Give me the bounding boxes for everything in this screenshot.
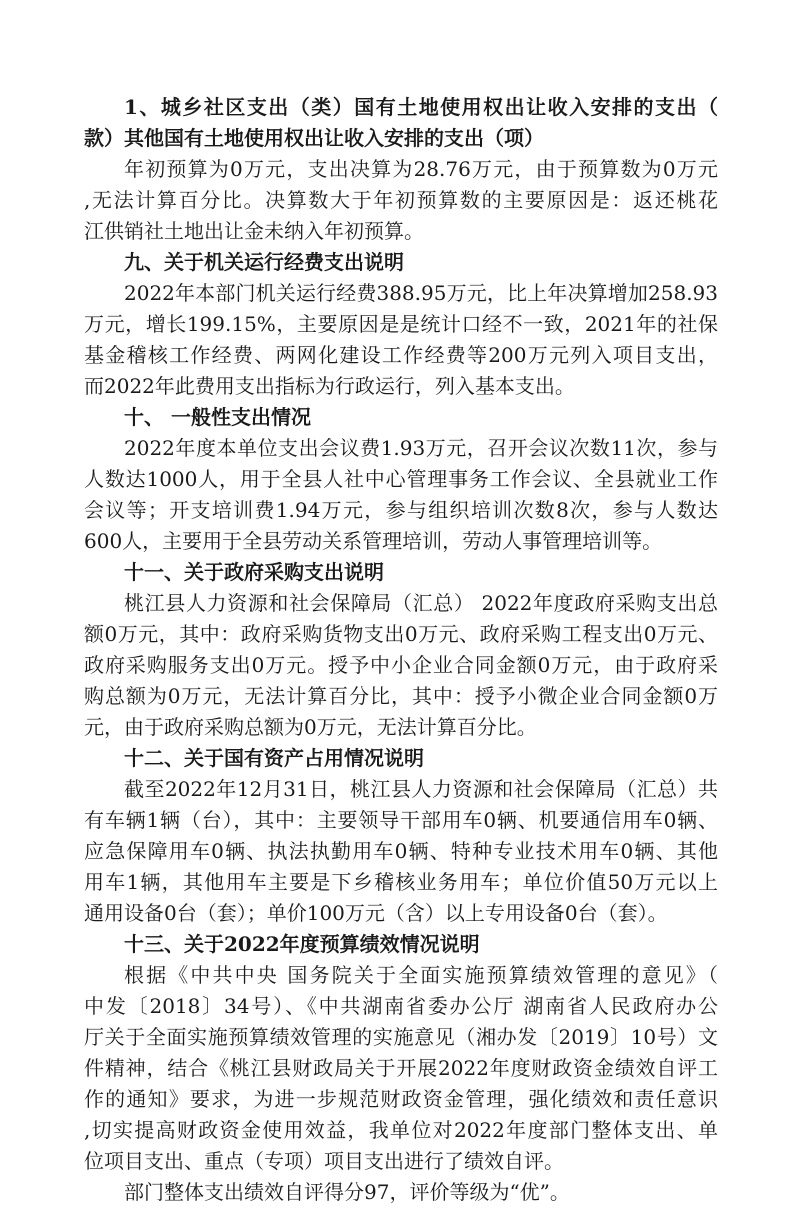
paragraph-line: 人数达1000人，用于全县人社中心管理事务工作会议、全县就业工作 bbox=[84, 467, 718, 491]
paragraph-line: 根据《中共中央 国务院关于全面实施预算绩效管理的意见》（ bbox=[124, 963, 718, 987]
section-heading-line: 十二、关于国有资产占用情况说明 bbox=[124, 746, 424, 770]
paragraph-line: 厅关于全面实施预算绩效管理的实施意见（湘办发〔2019〕10号）文 bbox=[84, 1025, 718, 1049]
paragraph-line: ,无法计算百分比。决算数大于年初预算数的主要原因是：返还桃花 bbox=[84, 188, 718, 212]
paragraph-line: 而2022年此费用支出指标为行政运行，列入基本支出。 bbox=[84, 374, 575, 398]
paragraph-line: 元，由于政府采购总额为0万元，无法计算百分比。 bbox=[84, 715, 537, 739]
paragraph-line: 截至2022年12月31日，桃江县人力资源和社会保障局（汇总）共 bbox=[124, 777, 718, 801]
paragraph-line: 应急保障用车0辆、执法执勤用车0辆、特种专业技术用车0辆、其他 bbox=[84, 839, 718, 863]
paragraph-line: 2022年本部门机关运行经费388.95万元，比上年决算增加258.93 bbox=[124, 281, 718, 305]
paragraph-line: 2022年度本单位支出会议费1.93万元，召开会议次数11次，参与 bbox=[124, 436, 718, 460]
paragraph-line: 中发〔2018〕34号）、《中共湖南省委办公厅 湖南省人民政府办公 bbox=[84, 994, 718, 1018]
paragraph-line: 万元，增长199.15%，主要原因是是统计口经不一致，2021年的社保 bbox=[84, 312, 718, 336]
section-heading-line: 十、 一般性支出情况 bbox=[124, 405, 311, 429]
paragraph-line: 部门整体支出绩效自评得分97，评价等级为“优”。 bbox=[124, 1180, 570, 1204]
paragraph-line: 600人，主要用于全县劳动关系管理培训，劳动人事管理培训等。 bbox=[84, 529, 663, 553]
section-heading-line: 十一、关于政府采购支出说明 bbox=[124, 560, 384, 584]
paragraph-line: 会议等；开支培训费1.94万元，参与组织培训次数8次，参与人数达 bbox=[84, 498, 718, 522]
section-heading-line: 款）其他国有土地使用权出让收入安排的支出（项） bbox=[84, 126, 544, 150]
paragraph-line: 有车辆1辆（台），其中：主要领导干部用车0辆、机要通信用车0辆、 bbox=[84, 808, 718, 832]
section-heading-line: 九、关于机关运行经费支出说明 bbox=[124, 250, 404, 274]
paragraph-line: 通用设备0台（套）；单价100万元（含）以上专用设备0台（套）。 bbox=[84, 901, 668, 925]
paragraph-line: 购总额为0万元，无法计算百分比，其中：授予小微企业合同金额0万 bbox=[84, 684, 718, 708]
paragraph-line: 用车1辆，其他用车主要是下乡稽核业务用车；单位价值50万元以上 bbox=[84, 870, 718, 894]
paragraph-line: 额0万元，其中：政府采购货物支出0万元、政府采购工程支出0万元、 bbox=[84, 622, 718, 646]
paragraph-line: 桃江县人力资源和社会保障局（汇总） 2022年度政府采购支出总 bbox=[124, 591, 718, 615]
paragraph-line: 政府采购服务支出0万元。授予中小企业合同金额0万元，由于政府采 bbox=[84, 653, 718, 677]
paragraph-line: ,切实提高财政资金使用效益，我单位对2022年度部门整体支出、单 bbox=[84, 1118, 718, 1142]
document-page bbox=[84, 92, 718, 1208]
paragraph-line: 作的通知》要求，为进一步规范财政资金管理，强化绩效和责任意识 bbox=[84, 1087, 718, 1111]
paragraph-line: 江供销社土地出让金未纳入年初预算。 bbox=[84, 219, 424, 243]
section-heading-line: 1、城乡社区支出（类）国有土地使用权出让收入安排的支出（ bbox=[124, 95, 718, 119]
paragraph-line: 年初预算为0万元，支出决算为28.76万元，由于预算数为0万元 bbox=[124, 157, 718, 181]
paragraph-line: 位项目支出、重点（专项）项目支出进行了绩效自评。 bbox=[84, 1149, 564, 1173]
paragraph-line: 基金稽核工作经费、两网化建设工作经费等200万元列入项目支出， bbox=[84, 343, 718, 367]
paragraph-line: 件精神，结合《桃江县财政局关于开展2022年度财政资金绩效自评工 bbox=[84, 1056, 718, 1080]
section-heading-line: 十三、关于2022年度预算绩效情况说明 bbox=[124, 932, 480, 956]
